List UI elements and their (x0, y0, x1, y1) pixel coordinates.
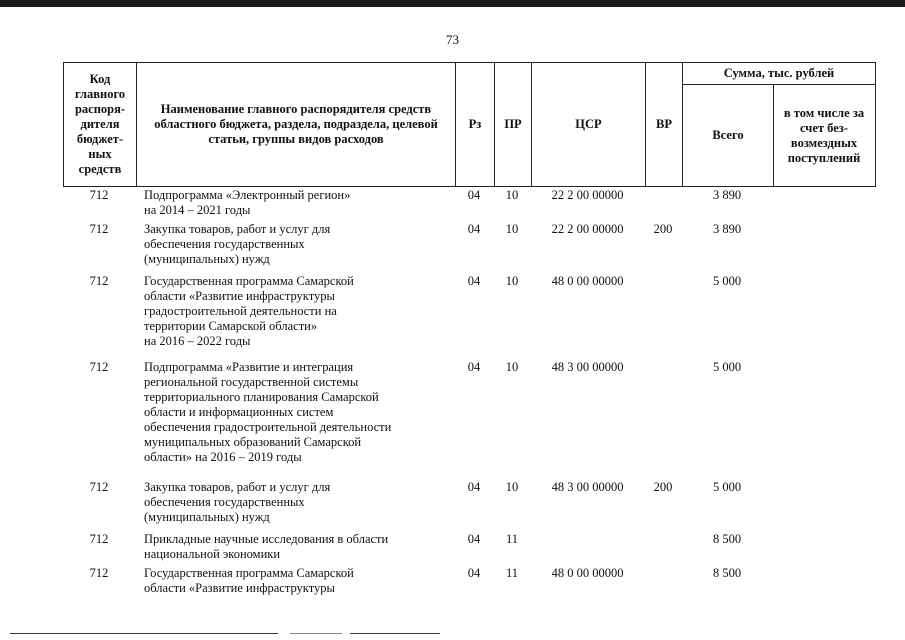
header-name: Наименование главного распорядителя средств областного бюджета, раздела, подраздела, целевой статьи, группы видов расходов (154, 102, 438, 146)
cell-name: Прикладные научные исследования в области национальной экономики (144, 532, 389, 561)
cell-csr: 22 2 00 00000 (551, 222, 624, 236)
footer-rule (290, 633, 342, 634)
cell-name: Подпрограмма «Развитие и интеграция региональной государственной системы территориального планирования Самарской области и информационных систем обеспечения градостроительной деятельности муниципальных образований Самарской области» на 2016 – 2019 годы (144, 360, 392, 464)
cell-total: 5 000 (712, 360, 742, 374)
cell-rz: 04 (467, 222, 481, 236)
cell-pr: 10 (505, 480, 519, 494)
cell-kod: 712 (89, 222, 109, 236)
footer-rule (350, 633, 440, 634)
cell-name: Закупка товаров, работ и услуг для обеспечения государственных (муниципальных) нужд (144, 480, 331, 524)
cell-pr: 10 (505, 274, 519, 288)
header-divider (773, 84, 774, 187)
cell-pr: 11 (505, 566, 519, 580)
cell-kod: 712 (89, 274, 109, 288)
cell-csr: 22 2 00 00000 (551, 188, 624, 202)
footer-rule (10, 633, 278, 634)
cell-total: 3 890 (712, 222, 742, 236)
cell-csr: 48 0 00 00000 (551, 274, 624, 288)
header-kod: Код главного распоря- дителя бюджет- ных средств (74, 72, 126, 176)
cell-kod: 712 (89, 360, 109, 374)
header-border-bottom (63, 186, 876, 187)
header-incl-free: в том числе за счет без-возмездных поступлений (783, 105, 865, 165)
header-rz: Рз (468, 117, 482, 131)
cell-rz: 04 (467, 532, 481, 546)
top-border-bar (0, 0, 905, 7)
cell-rz: 04 (467, 188, 481, 202)
cell-total: 3 890 (712, 188, 742, 202)
cell-total: 8 500 (712, 566, 742, 580)
header-csr: ЦСР (575, 117, 602, 131)
cell-csr: 48 0 00 00000 (551, 566, 624, 580)
cell-name: Закупка товаров, работ и услуг для обеспечения государственных (муниципальных) нужд (144, 222, 331, 266)
cell-name: Подпрограмма «Электронный регион» на 2014 – 2021 годы (144, 188, 351, 217)
header-border-right (875, 62, 876, 187)
cell-csr: 48 3 00 00000 (551, 360, 624, 374)
cell-rz: 04 (467, 360, 481, 374)
cell-rz: 04 (467, 480, 481, 494)
cell-rz: 04 (467, 566, 481, 580)
cell-kod: 712 (89, 566, 109, 580)
cell-csr: 48 3 00 00000 (551, 480, 624, 494)
header-divider (136, 62, 137, 187)
header-total: Всего (712, 128, 744, 142)
page-number: 73 (446, 32, 459, 47)
cell-kod: 712 (89, 532, 109, 546)
table-header (63, 62, 876, 187)
cell-total: 5 000 (712, 480, 742, 494)
cell-pr: 10 (505, 360, 519, 374)
header-pr: ПР (504, 117, 522, 131)
cell-rz: 04 (467, 274, 481, 288)
cell-pr: 10 (505, 222, 519, 236)
cell-kod: 712 (89, 188, 109, 202)
cell-pr: 11 (505, 532, 519, 546)
header-sum: Сумма, тыс. рублей (723, 66, 835, 80)
cell-kod: 712 (89, 480, 109, 494)
cell-vr: 200 (653, 222, 673, 236)
cell-pr: 10 (505, 188, 519, 202)
cell-vr: 200 (653, 480, 673, 494)
cell-total: 5 000 (712, 274, 742, 288)
header-vr: ВР (656, 117, 672, 131)
cell-name: Государственная программа Самарской области «Развитие инфраструктуры градостроительной деятельности на территории Самарской области» на 2016 – 2022 годы (144, 274, 354, 348)
cell-name: Государственная программа Самарской области «Развитие инфраструктуры (144, 566, 354, 595)
cell-total: 8 500 (712, 532, 742, 546)
